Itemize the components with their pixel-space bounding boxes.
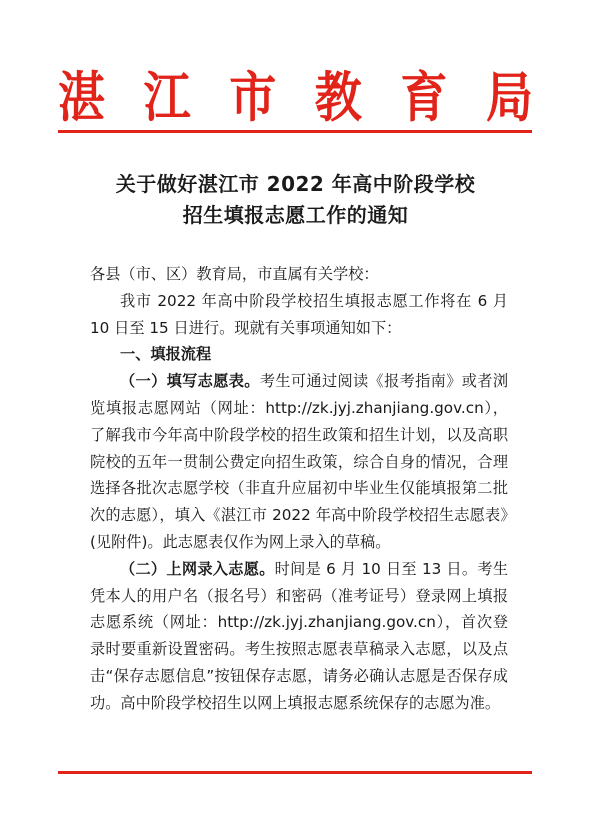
header-red-rule <box>58 130 532 133</box>
letterhead-char: 育 <box>400 65 448 130</box>
letterhead-char: 湛 <box>58 65 105 130</box>
intro-paragraph: 我市 2022 年高中阶段学校招生填报志愿工作将在 6 月 10 日至 15 日进行。现就有关事项通知如下： <box>90 291 508 337</box>
document-title-line-1: 关于做好湛江市 2022 年高中阶段学校 <box>115 172 476 196</box>
letterhead-char: 市 <box>229 65 277 130</box>
document-title-line-2: 招生填报志愿工作的通知 <box>182 203 409 227</box>
section-heading: 一、填报流程 <box>120 345 212 364</box>
footer-red-rule <box>58 771 532 774</box>
item-1-heading: （一）填写志愿表。 <box>120 372 260 391</box>
item-1-text: 考生可通过阅读《报考指南》或者浏览填报志愿网站（网址：http://zk.jyj.zhanjiang.gov.cn），了解我市今年高中阶段学校的招生政策和招生计划，以及高职院校的五年一贯制公费定向招生政策，综合自身的情况，合理选择各批次志愿学校（非直升应届初中毕业生仅能填报第二批次的志愿），填入《湛江市 2022 年高中阶段学校招生志愿表》(见附件)。此志愿表仅作为网上录入的草稿。 <box>90 372 509 551</box>
letterhead-char: 江 <box>143 65 191 130</box>
letterhead-char: 教 <box>314 65 362 130</box>
letterhead-char: 局 <box>485 65 533 130</box>
item-2-paragraph <box>90 556 508 717</box>
item-2-text: 时间是 6 月 10 日至 13 日。考生凭本人的用户名（报名号）和密码（准考证号）登录网上填报志愿系统（网址：http://zk.jyj.zhanjiang.gov.cn），首次登录时要重新设置密码。考生按照志愿表草稿录入志愿，以及点击“保存志愿信息”按钮保存志愿，请务必确认志愿是否保存成功。高中阶段学校招生以网上填报志愿系统保存的志愿为准。 <box>90 559 509 712</box>
item-2-heading: （二）上网录入志愿。 <box>120 559 275 578</box>
salutation: 各县（市、区）教育局，市直属有关学校： <box>90 265 379 283</box>
item-1-paragraph <box>90 368 508 556</box>
document-body <box>90 261 508 717</box>
org-letterhead <box>58 53 533 134</box>
